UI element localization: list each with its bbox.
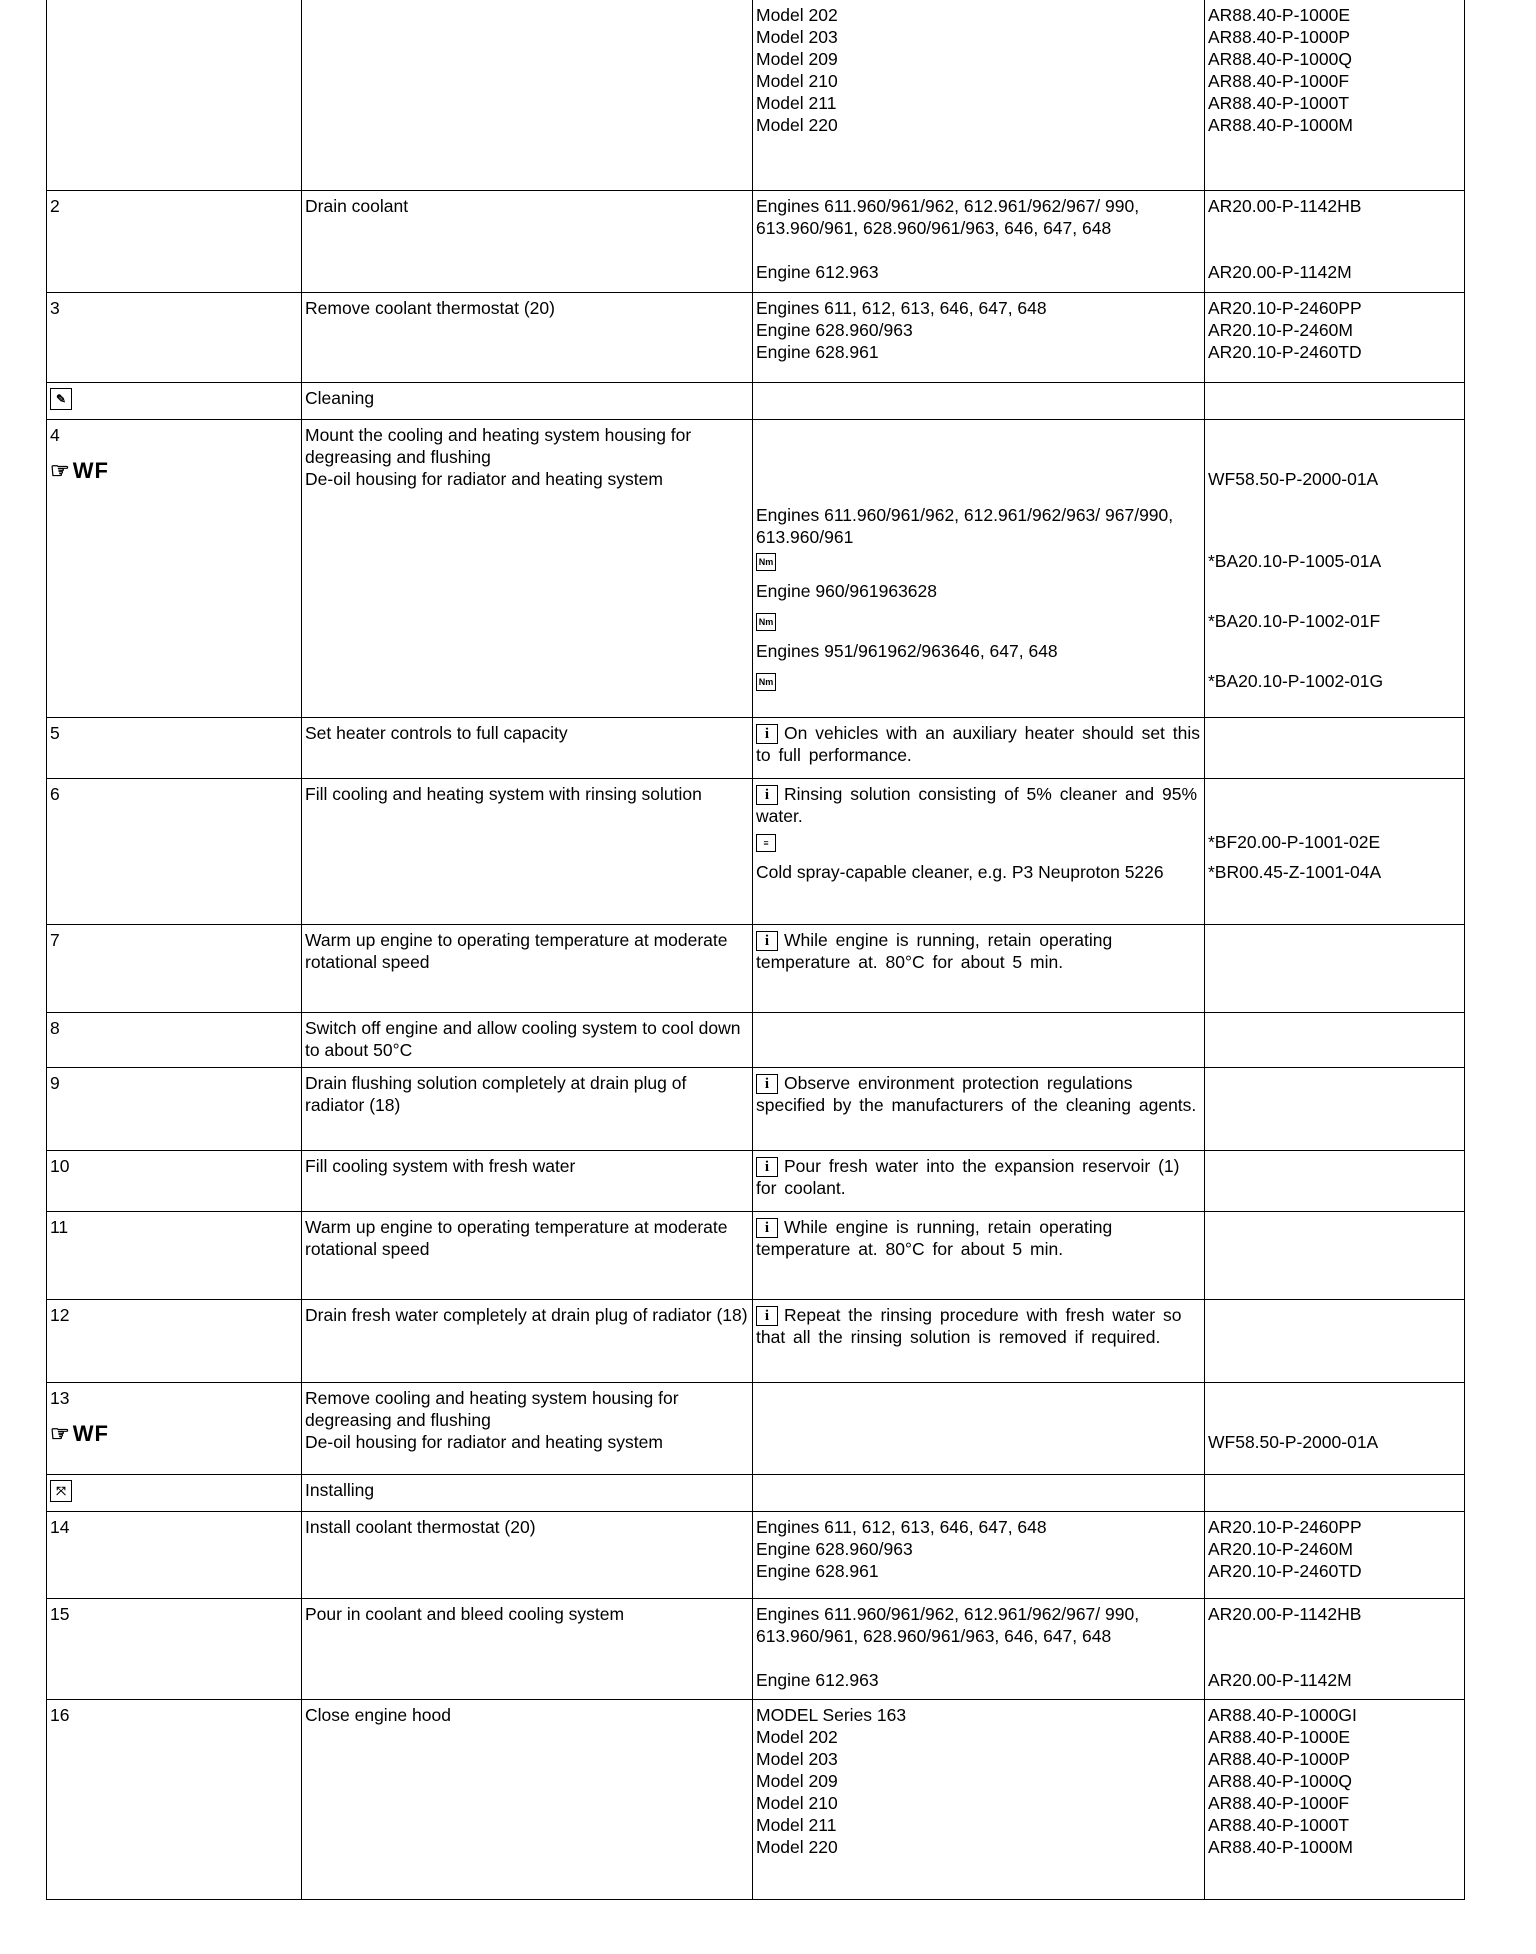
section-row <box>47 1474 1465 1511</box>
reference-cell <box>1205 1598 1465 1699</box>
reference-cell <box>1205 419 1465 717</box>
reference-link[interactable]: AR88.40-P-1000P <box>1208 1748 1351 1769</box>
note-text: While engine is running, retain operating temperature at. 80°C for about 5 min. <box>756 929 1113 972</box>
note-text: Pour fresh water into the expansion reservoir (1) for coolant. <box>756 1155 1180 1198</box>
action-text: Close engine hood <box>302 1699 753 1899</box>
reference-link[interactable]: AR88.40-P-1000T <box>1208 93 1350 113</box>
step-number: 14 <box>47 1511 302 1598</box>
info-icon: i <box>756 1218 778 1238</box>
reference-link[interactable]: *BR00.45-Z-1001-04A <box>1208 861 1382 882</box>
reference-link[interactable]: AR20.00-P-1142M <box>1208 261 1352 282</box>
model-label: Model 209 <box>756 1770 838 1791</box>
action-text: Drain coolant <box>302 190 753 292</box>
table-row <box>47 1299 1465 1382</box>
step-number: 5 <box>47 717 302 778</box>
reference-link[interactable]: AR88.40-P-1000Q <box>1208 49 1352 69</box>
reference-link[interactable]: *BA20.10-P-1005-01A <box>1208 550 1382 571</box>
reference-link[interactable]: *BA20.10-P-1002-01G <box>1208 670 1384 691</box>
section-row <box>47 382 1465 419</box>
info-icon: i <box>756 1306 778 1326</box>
table-row <box>47 1150 1465 1211</box>
model-label: Model 210 <box>756 1792 838 1813</box>
action-text: Remove cooling and heating system housing for degreasing and flushing <box>305 1387 679 1430</box>
condition-text: Engines 951/961962/963646, 647, 648 <box>756 640 1058 661</box>
condition-text: Engines 611, 612, 613, 646, 647, 648 <box>756 297 1047 318</box>
reference-link[interactable]: WF58.50-P-2000-01A <box>1208 468 1379 489</box>
step-number: 8 <box>47 1012 302 1067</box>
info-icon: i <box>756 724 778 744</box>
model-label: Model 211 <box>756 93 837 113</box>
reference-cell <box>1205 1382 1465 1474</box>
info-icon: i <box>756 931 778 951</box>
action-text: De-oil housing for radiator and heating system <box>305 1431 663 1452</box>
condition-text: Cold spray-capable cleaner, e.g. P3 Neuproton 5226 <box>756 861 1164 882</box>
condition-text: Engines 611.960/961/962, 612.961/962/967/ 990, 613.960/961, 628.960/961/963, 646, 647, 648 <box>756 195 1140 238</box>
step-number: 15 <box>47 1598 302 1699</box>
reference-cell <box>1205 1699 1465 1899</box>
workshop-flag <box>50 457 109 483</box>
model-label: Model 202 <box>756 1726 838 1747</box>
table-row <box>47 419 1465 717</box>
reference-link[interactable]: AR88.40-P-1000P <box>1208 27 1351 47</box>
reference-link[interactable]: AR20.10-P-2460TD <box>1208 1560 1362 1581</box>
reference-link[interactable]: AR20.00-P-1142HB <box>1208 1603 1362 1624</box>
reference-link[interactable]: AR20.10-P-2460PP <box>1208 1516 1362 1537</box>
consumable-icon: ≡ <box>756 834 776 852</box>
torque-icon: Nm <box>756 673 776 691</box>
condition-text: Engine 628.960/963 <box>756 1538 913 1559</box>
condition-text: Engine 628.961 <box>756 1560 879 1581</box>
table-row <box>47 778 1465 924</box>
step-number: 11 <box>47 1211 302 1299</box>
action-text: Warm up engine to operating temperature at moderate rotational speed <box>302 1211 753 1299</box>
reference-cell <box>1205 1511 1465 1598</box>
installing-icon: ⤧ <box>50 1480 72 1502</box>
action-text: Fill cooling system with fresh water <box>302 1150 753 1211</box>
reference-cell <box>1205 292 1465 382</box>
table-row <box>47 1211 1465 1299</box>
reference-link[interactable]: AR88.40-P-1000Q <box>1208 1770 1352 1791</box>
condition-cell <box>753 0 1205 190</box>
note-text: Observe environment protection regulations specified by the manufacturers of the cleaning agents. <box>756 1072 1197 1115</box>
model-label: Model 203 <box>756 27 838 47</box>
pointing-hand-icon: ☞ <box>50 457 71 483</box>
step-number: 7 <box>47 924 302 1012</box>
model-label: Model 209 <box>756 49 838 69</box>
step-cell <box>47 382 302 419</box>
action-text: Install coolant thermostat (20) <box>302 1511 753 1598</box>
action-cell <box>302 0 753 190</box>
condition-cell <box>753 924 1205 1012</box>
reference-link[interactable]: AR20.10-P-2460PP <box>1208 297 1362 318</box>
action-text: Switch off engine and allow cooling system to cool down to about 50°C <box>302 1012 753 1067</box>
condition-text: Engines 611.960/961/962, 612.961/962/963/ 967/990, 613.960/961 <box>756 504 1174 547</box>
reference-link[interactable]: WF58.50-P-2000-01A <box>1208 1431 1379 1452</box>
model-label: MODEL Series 163 <box>756 1704 907 1725</box>
action-cell <box>302 1382 753 1474</box>
action-text: Set heater controls to full capacity <box>302 717 753 778</box>
reference-link[interactable]: *BF20.00-P-1001-02E <box>1208 831 1381 852</box>
reference-link[interactable]: AR88.40-P-1000E <box>1208 5 1351 25</box>
model-label: Model 210 <box>756 71 838 91</box>
info-icon: i <box>756 785 778 805</box>
procedure-table <box>46 0 1465 1900</box>
table-row <box>47 1012 1465 1067</box>
step-cell <box>47 419 302 717</box>
step-cell <box>47 1474 302 1511</box>
condition-text: Engines 611, 612, 613, 646, 647, 648 <box>756 1516 1047 1537</box>
step-number: 13 <box>50 1387 70 1408</box>
action-text: Drain fresh water completely at drain plug of radiator (18) <box>302 1299 753 1382</box>
condition-cell <box>753 1598 1205 1699</box>
table-row <box>47 1511 1465 1598</box>
table-row <box>47 1382 1465 1474</box>
section-title: Cleaning <box>302 382 753 419</box>
reference-link[interactable]: AR88.40-P-1000M <box>1208 115 1353 135</box>
condition-cell <box>753 1150 1205 1211</box>
model-label: Model 202 <box>756 5 838 25</box>
model-label: Model 203 <box>756 1748 838 1769</box>
condition-cell <box>753 292 1205 382</box>
step-number: 12 <box>47 1299 302 1382</box>
reference-link[interactable]: *BA20.10-P-1002-01F <box>1208 610 1381 631</box>
reference-link[interactable]: AR88.40-P-1000E <box>1208 1726 1351 1747</box>
condition-cell <box>753 190 1205 292</box>
note-text: Repeat the rinsing procedure with fresh water so that all the rinsing solution is removed if required. <box>756 1304 1182 1347</box>
action-text: Warm up engine to operating temperature at moderate rotational speed <box>302 924 753 1012</box>
model-label: Model 220 <box>756 1836 838 1857</box>
action-text: Fill cooling and heating system with rinsing solution <box>302 778 753 924</box>
action-text: Remove coolant thermostat (20) <box>302 292 753 382</box>
step-cell <box>47 0 302 190</box>
reference-link[interactable]: AR88.40-P-1000GI <box>1208 1704 1357 1725</box>
note-text: On vehicles with an auxiliary heater should set this to full performance. <box>756 722 1201 765</box>
table-row <box>47 0 1465 190</box>
table-row <box>47 1699 1465 1899</box>
table-row <box>47 924 1465 1012</box>
reference-link[interactable]: AR88.40-P-1000M <box>1208 1836 1353 1857</box>
step-number: 10 <box>47 1150 302 1211</box>
action-text: Mount the cooling and heating system housing for degreasing and flushing <box>305 424 692 467</box>
condition-cell <box>753 419 1205 717</box>
step-number: 9 <box>47 1067 302 1150</box>
action-text: Drain flushing solution completely at drain plug of radiator (18) <box>302 1067 753 1150</box>
condition-text: Engine 628.961 <box>756 341 879 362</box>
info-icon: i <box>756 1074 778 1094</box>
step-number: 16 <box>47 1699 302 1899</box>
reference-cell <box>1205 190 1465 292</box>
workshop-flag <box>50 1420 109 1446</box>
model-label: Model 220 <box>756 115 838 135</box>
condition-cell <box>753 1699 1205 1899</box>
note-text: While engine is running, retain operating temperature at. 80°C for about 5 min. <box>756 1216 1113 1259</box>
step-cell <box>47 1382 302 1474</box>
condition-cell <box>753 778 1205 924</box>
reference-cell <box>1205 0 1465 190</box>
table-row <box>47 717 1465 778</box>
table-row <box>47 292 1465 382</box>
reference-link[interactable]: AR20.00-P-1142HB <box>1208 195 1362 216</box>
condition-cell <box>753 717 1205 778</box>
wf-label: WF <box>72 457 109 483</box>
model-label: Model 211 <box>756 1814 837 1835</box>
note-text: Rinsing solution consisting of 5% cleaner and 95% water. <box>756 783 1198 826</box>
reference-link[interactable]: AR20.10-P-2460M <box>1208 1538 1353 1559</box>
action-text: De-oil housing for radiator and heating system <box>305 468 663 489</box>
table-row <box>47 1598 1465 1699</box>
condition-text: Engines 611.960/961/962, 612.961/962/967/ 990, 613.960/961, 628.960/961/963, 646, 647, 648 <box>756 1603 1140 1646</box>
reference-cell <box>1205 778 1465 924</box>
action-cell <box>302 419 753 717</box>
step-number: 2 <box>47 190 302 292</box>
pointing-hand-icon: ☞ <box>50 1420 71 1446</box>
table-row <box>47 1067 1465 1150</box>
torque-icon: Nm <box>756 613 776 631</box>
action-text: Pour in coolant and bleed cooling system <box>302 1598 753 1699</box>
condition-cell <box>753 1299 1205 1382</box>
condition-cell <box>753 1511 1205 1598</box>
reference-link[interactable]: AR88.40-P-1000F <box>1208 1792 1350 1813</box>
condition-text: Engine 960/961963628 <box>756 580 938 601</box>
info-icon: i <box>756 1157 778 1177</box>
condition-text: Engine 628.960/963 <box>756 319 913 340</box>
reference-link[interactable]: AR20.00-P-1142M <box>1208 1669 1352 1690</box>
condition-cell <box>753 1067 1205 1150</box>
condition-text: Engine 612.963 <box>756 261 879 282</box>
reference-link[interactable]: AR20.10-P-2460M <box>1208 319 1353 340</box>
reference-link[interactable]: AR20.10-P-2460TD <box>1208 341 1362 362</box>
wf-label: WF <box>72 1420 109 1446</box>
step-number: 6 <box>47 778 302 924</box>
condition-cell <box>753 1211 1205 1299</box>
reference-link[interactable]: AR88.40-P-1000F <box>1208 71 1350 91</box>
reference-link[interactable]: AR88.40-P-1000T <box>1208 1814 1350 1835</box>
table-row <box>47 190 1465 292</box>
cleaning-icon: ✎ <box>50 388 72 410</box>
step-number: 4 <box>50 424 60 445</box>
condition-text: Engine 612.963 <box>756 1669 879 1690</box>
section-title: Installing <box>302 1474 753 1511</box>
step-number: 3 <box>47 292 302 382</box>
torque-icon: Nm <box>756 553 776 571</box>
procedure-document <box>46 0 1464 1900</box>
